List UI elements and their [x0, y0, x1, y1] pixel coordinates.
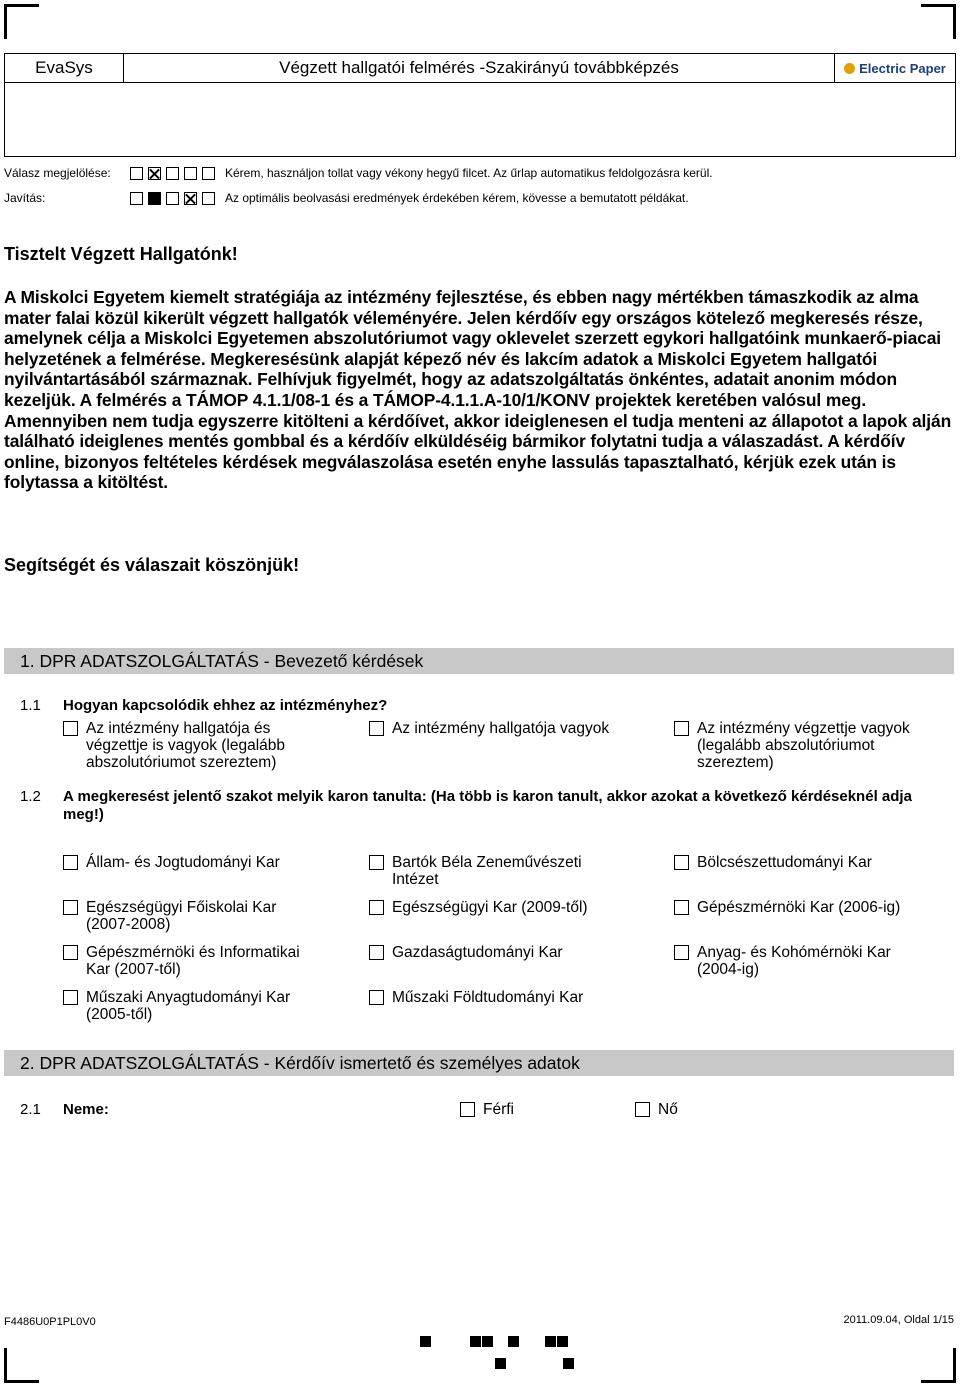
- option-label: Gépészmérnöki és Informatikai Kar (2007-től): [86, 944, 300, 978]
- option-label: Férfi: [483, 1101, 514, 1118]
- corner-mark-bottom-right: [921, 1348, 956, 1383]
- corner-mark-bottom-left: [4, 1348, 39, 1383]
- option-label: Bartók Béla Zeneművészeti Intézet: [392, 854, 582, 888]
- scan-mark: [545, 1336, 556, 1347]
- example-empty-box-icon: [202, 192, 215, 205]
- form-header: [4, 53, 956, 83]
- example-empty-box-icon: [130, 167, 143, 180]
- corner-mark-top-right: [921, 4, 956, 39]
- option-kar[interactable]: [674, 854, 917, 871]
- answer-instruction-text: Kérem, használjon tollat vagy vékony hegyű filcet. Az űrlap automatikus feldolgozásra kerül.: [225, 166, 713, 180]
- question-number: 2.1: [20, 1101, 41, 1118]
- option-vegzett[interactable]: [674, 720, 917, 771]
- example-empty-box-icon: [202, 167, 215, 180]
- question-1-1-text: Hogyan kapcsolódik ehhez az intézményhez?: [63, 697, 388, 714]
- scan-mark: [563, 1358, 574, 1369]
- correction-instruction-text: Az optimális beolvasási eredmények érdekében kérem, kövesse a bemutatott példákat.: [225, 191, 689, 205]
- checkbox[interactable]: [369, 990, 384, 1005]
- option-kar[interactable]: [674, 944, 917, 978]
- section-2-header: 2. DPR ADATSZOLGÁLTATÁS - Kérdőív ismertető és személyes adatok: [4, 1050, 954, 1076]
- option-label: Egészségügyi Kar (2009-től): [392, 899, 588, 916]
- option-label: Az intézmény hallgatója vagyok: [392, 720, 610, 737]
- brand-logo: [835, 54, 955, 82]
- example-filled-box-icon: [148, 192, 161, 205]
- option-label: Gépészmérnöki Kar (2006-ig): [697, 899, 901, 916]
- answer-instructions: [4, 165, 713, 181]
- scan-mark: [482, 1336, 493, 1347]
- brand-logo-text: Electric Paper: [859, 60, 946, 76]
- checkbox[interactable]: [63, 721, 78, 736]
- greeting: Tisztelt Végzett Hallgatónk!: [4, 244, 238, 264]
- option-kar[interactable]: [674, 899, 917, 916]
- option-no[interactable]: [635, 1101, 678, 1118]
- form-title: Végzett hallgatói felmérés -Szakirányú továbbképzés: [124, 54, 835, 82]
- checkbox[interactable]: [63, 990, 78, 1005]
- checkbox[interactable]: [674, 900, 689, 915]
- option-hallgato-es-vegzett[interactable]: [63, 720, 306, 771]
- checkbox[interactable]: [674, 855, 689, 870]
- section-1-header: 1. DPR ADATSZOLGÁLTATÁS - Bevezető kérdések: [4, 648, 954, 674]
- app-name: EvaSys: [5, 54, 124, 82]
- option-label: Gazdaságtudományi Kar: [392, 944, 563, 961]
- answer-label: Válasz megjelölése:: [4, 166, 111, 180]
- option-kar[interactable]: [369, 854, 612, 888]
- question-1-2-text: A megkeresést jelentő szakot melyik karon tanulta: (Ha több is karon tanult, akkor azokat a következő kérdéseknél adja meg!): [63, 788, 912, 823]
- example-crossed-box-icon: [184, 192, 197, 205]
- checkbox[interactable]: [63, 900, 78, 915]
- scan-mark: [495, 1358, 506, 1369]
- option-kar[interactable]: [63, 899, 306, 933]
- option-label: Az intézmény végzettje vagyok (legalább abszolutóriumot szereztem): [697, 720, 910, 771]
- corner-mark-top-left: [4, 4, 39, 39]
- correction-label: Javítás:: [4, 191, 46, 205]
- scan-mark: [557, 1336, 568, 1347]
- option-label: Nő: [658, 1101, 678, 1118]
- form-code: F4486U0P1PL0V0: [4, 1316, 96, 1328]
- checkbox[interactable]: [63, 945, 78, 960]
- option-label: Állam- és Jogtudományi Kar: [86, 854, 280, 871]
- option-ferfi[interactable]: [460, 1101, 514, 1118]
- thanks-line: Segítségét és válaszait köszönjük!: [4, 555, 300, 575]
- example-crossed-box-icon: [148, 167, 161, 180]
- question-2-1-text: Neme:: [63, 1101, 109, 1118]
- checkbox[interactable]: [674, 721, 689, 736]
- option-kar[interactable]: [63, 944, 306, 978]
- option-kar[interactable]: [369, 989, 612, 1006]
- date-and-page: 2011.09.04, Oldal 1/15: [843, 1314, 954, 1326]
- scan-mark: [470, 1336, 481, 1347]
- scan-mark: [508, 1336, 519, 1347]
- option-label: Műszaki Anyagtudományi Kar (2005-től): [86, 989, 291, 1023]
- checkbox[interactable]: [369, 721, 384, 736]
- question-number: 1.2: [20, 788, 41, 805]
- example-empty-box-icon: [166, 192, 179, 205]
- checkbox[interactable]: [63, 855, 78, 870]
- option-kar[interactable]: [63, 854, 306, 871]
- checkbox[interactable]: [674, 945, 689, 960]
- option-kar[interactable]: [63, 989, 306, 1023]
- checkbox[interactable]: [369, 900, 384, 915]
- example-empty-box-icon: [184, 167, 197, 180]
- option-kar[interactable]: [369, 899, 612, 916]
- option-label: Műszaki Földtudományi Kar: [392, 989, 584, 1006]
- option-label: Bölcsészettudományi Kar: [697, 854, 872, 871]
- question-number: 1.1: [20, 697, 41, 714]
- scan-mark: [420, 1336, 431, 1347]
- option-hallgato[interactable]: [369, 720, 612, 737]
- intro-paragraph: A Miskolci Egyetem kiemelt stratégiája az intézmény fejlesztése, és ebben nagy mértékben támaszkodik az alma mater falai közül kikerült végzett hallgatók véleményére. Jelen kérdőív egy országos kötelező megkeresés része, amelynek célja a Miskolci Egyetemen abszolutóriumot vagy oklevelet szerzett egykori hallgatóink munkaerő-piacai helyzetének a felmérése. Megkeresésünk alapját képező név és lakcím adatok a Miskolci Egyetem hallgatói nyilvántartásából származnak. Felhívjuk figyelmét, hogy az adatszolgáltatás önkéntes, adatait anonim módon kezeljük. A felmérés a TÁMOP 4.1.1/08-1 és a TÁMOP-4.1.1.A-10/1/KONV projektek keretében valósul meg. Amennyiben nem tudja egyszerre kitölteni a kérdőívet, akkor ideiglenesen el tudja menteni az állapotot a lapok alján található ideiglenes mentés gombbal és a kérdőív elküldéséig bármikor folytatni tudja a válaszadást. A kérdőív online, bizonyos feltételes kérdések megválaszolása esetén enyhe lassulás tapasztalható, kérjük ezek után is folytassa a kitöltést.: [4, 287, 952, 493]
- correction-instructions: [4, 190, 689, 206]
- example-empty-box-icon: [166, 167, 179, 180]
- header-blank-area: [4, 82, 956, 157]
- option-label: Az intézmény hallgatója és végzettje is vagyok (legalább abszolutóriumot szereztem): [86, 720, 286, 771]
- checkbox[interactable]: [369, 945, 384, 960]
- checkbox[interactable]: [635, 1102, 650, 1117]
- brand-logo-icon: [844, 63, 855, 74]
- example-empty-box-icon: [130, 192, 143, 205]
- option-label: Anyag- és Kohómérnöki Kar (2004-ig): [697, 944, 891, 978]
- option-kar[interactable]: [369, 944, 612, 961]
- checkbox[interactable]: [460, 1102, 475, 1117]
- option-label: Egészségügyi Főiskolai Kar (2007-2008): [86, 899, 277, 933]
- checkbox[interactable]: [369, 855, 384, 870]
